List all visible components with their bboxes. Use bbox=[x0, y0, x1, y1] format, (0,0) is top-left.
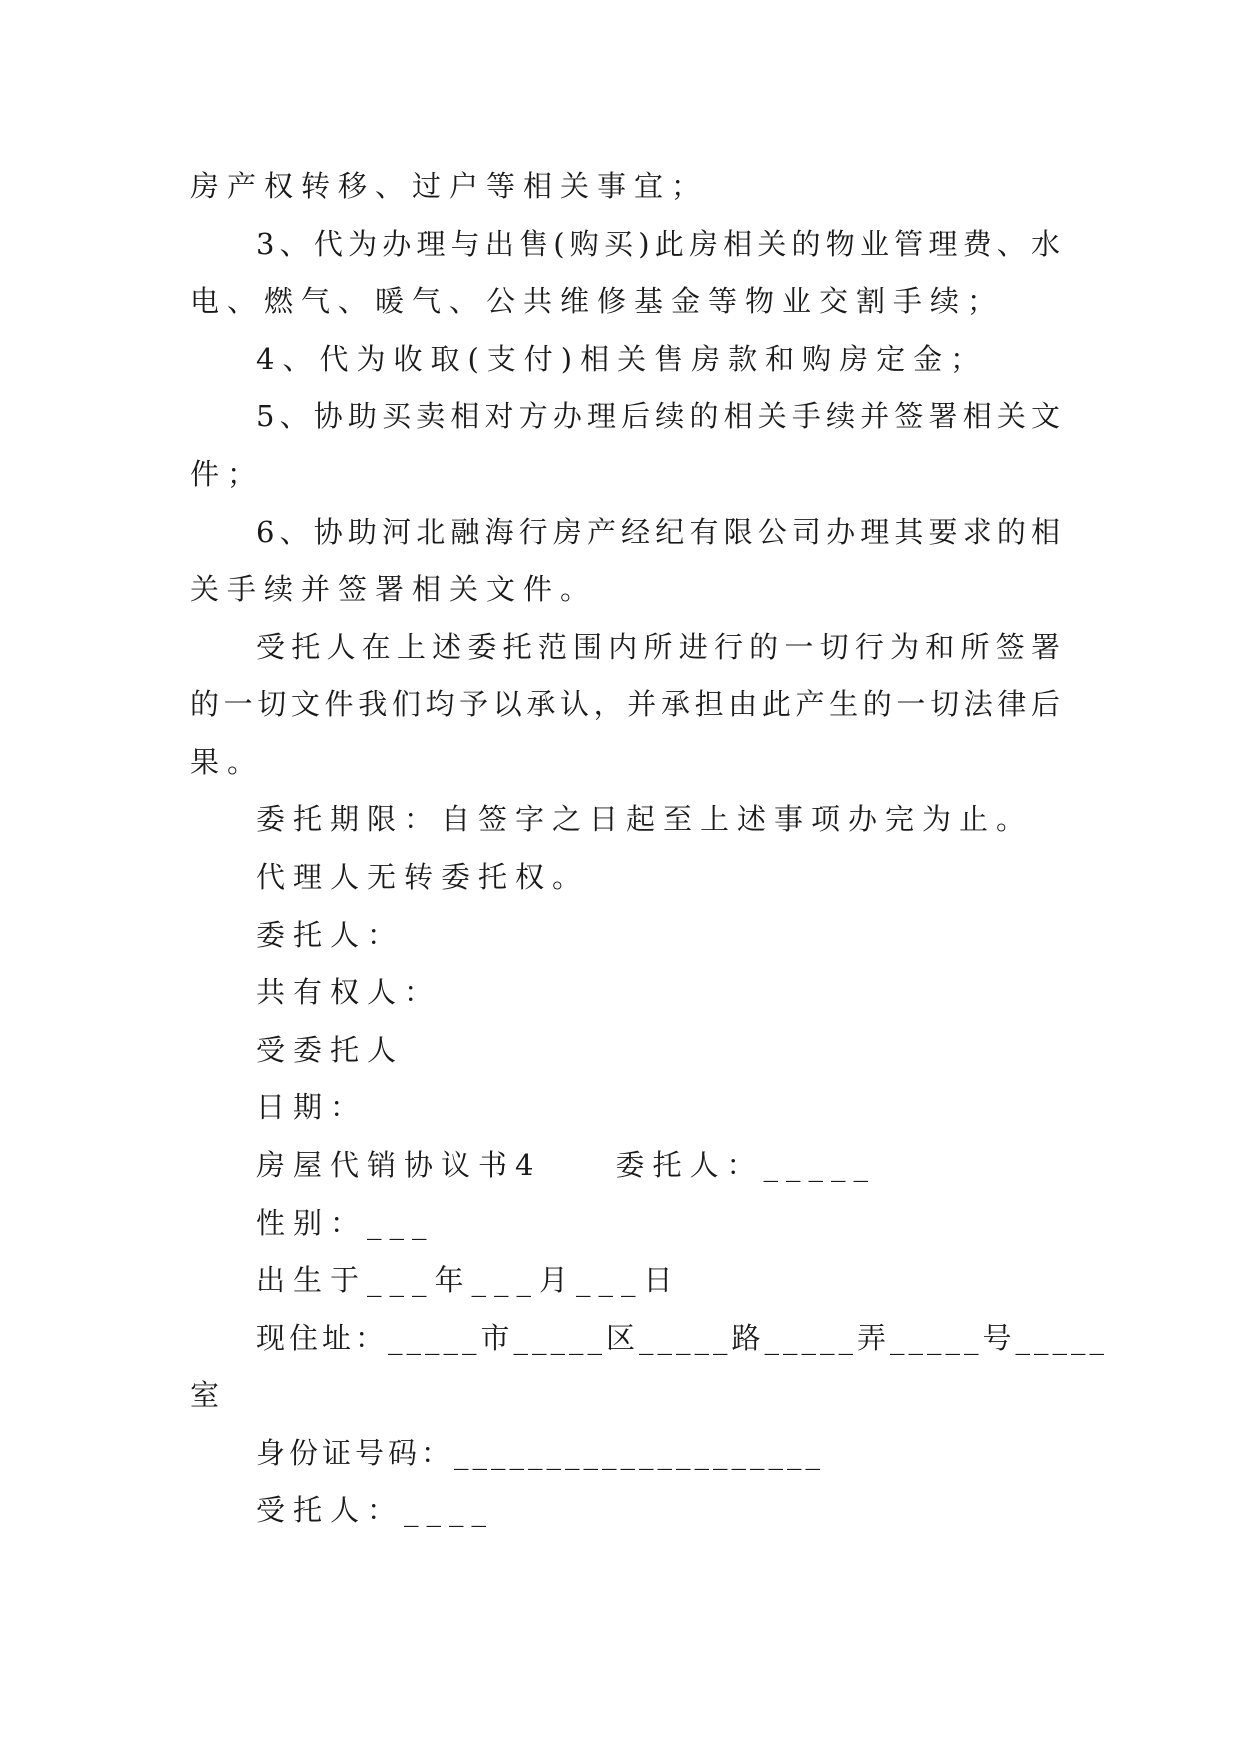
address-field: 现住址：_____市_____区_____路_____弄_____号_____ bbox=[256, 1321, 1109, 1355]
paragraph-line: 受托人在上述委托范围内所进行的一切行为和所签署 bbox=[256, 630, 1060, 664]
paragraph-line: 件； bbox=[190, 457, 265, 491]
paragraph-line: 电、燃气、暖气、公共维修基金等物业交割手续； bbox=[190, 284, 1005, 318]
paragraph-line: 果。 bbox=[190, 745, 265, 779]
birthdate-field: 出生于___年___月___日 bbox=[256, 1263, 681, 1297]
paragraph-line: 3、代为办理与出售(购买)此房相关的物业管理费、水 bbox=[256, 227, 1060, 261]
gender-field: 性别：___ bbox=[256, 1206, 435, 1240]
signature-field-agent: 受委托人 bbox=[256, 1033, 405, 1067]
paragraph-line: 关手续并签署相关文件。 bbox=[190, 572, 598, 606]
paragraph-line: 5、协助买卖相对方办理后续的相关手续并签署相关文 bbox=[256, 399, 1060, 433]
id-number-field: 身份证号码：____________________ bbox=[256, 1436, 825, 1470]
paragraph-line: 房产权转移、过户等相关事宜； bbox=[190, 169, 709, 203]
paragraph-line: 委托期限：自签字之日起至上述事项办完为止。 bbox=[256, 802, 1034, 836]
paragraph-line: 4、代为收取(支付)相关售房款和购房定金； bbox=[256, 342, 988, 376]
signature-field-co-owner: 共有权人： bbox=[256, 975, 442, 1009]
trustee-field: 受托人：____ bbox=[256, 1493, 495, 1527]
date-field: 日期： bbox=[256, 1090, 368, 1124]
paragraph-line: 6、协助河北融海行房产经纪有限公司办理其要求的相 bbox=[256, 515, 1060, 549]
paragraph-line: 房屋代销协议书4 委托人：_____ bbox=[256, 1148, 876, 1182]
signature-field-principal: 委托人： bbox=[256, 918, 405, 952]
paragraph-line: 室 bbox=[190, 1378, 228, 1412]
paragraph-line: 代理人无转委托权。 bbox=[256, 860, 590, 894]
paragraph-line: 的一切文件我们均予以承认，并承担由此产生的一切法律后 bbox=[190, 687, 1060, 721]
